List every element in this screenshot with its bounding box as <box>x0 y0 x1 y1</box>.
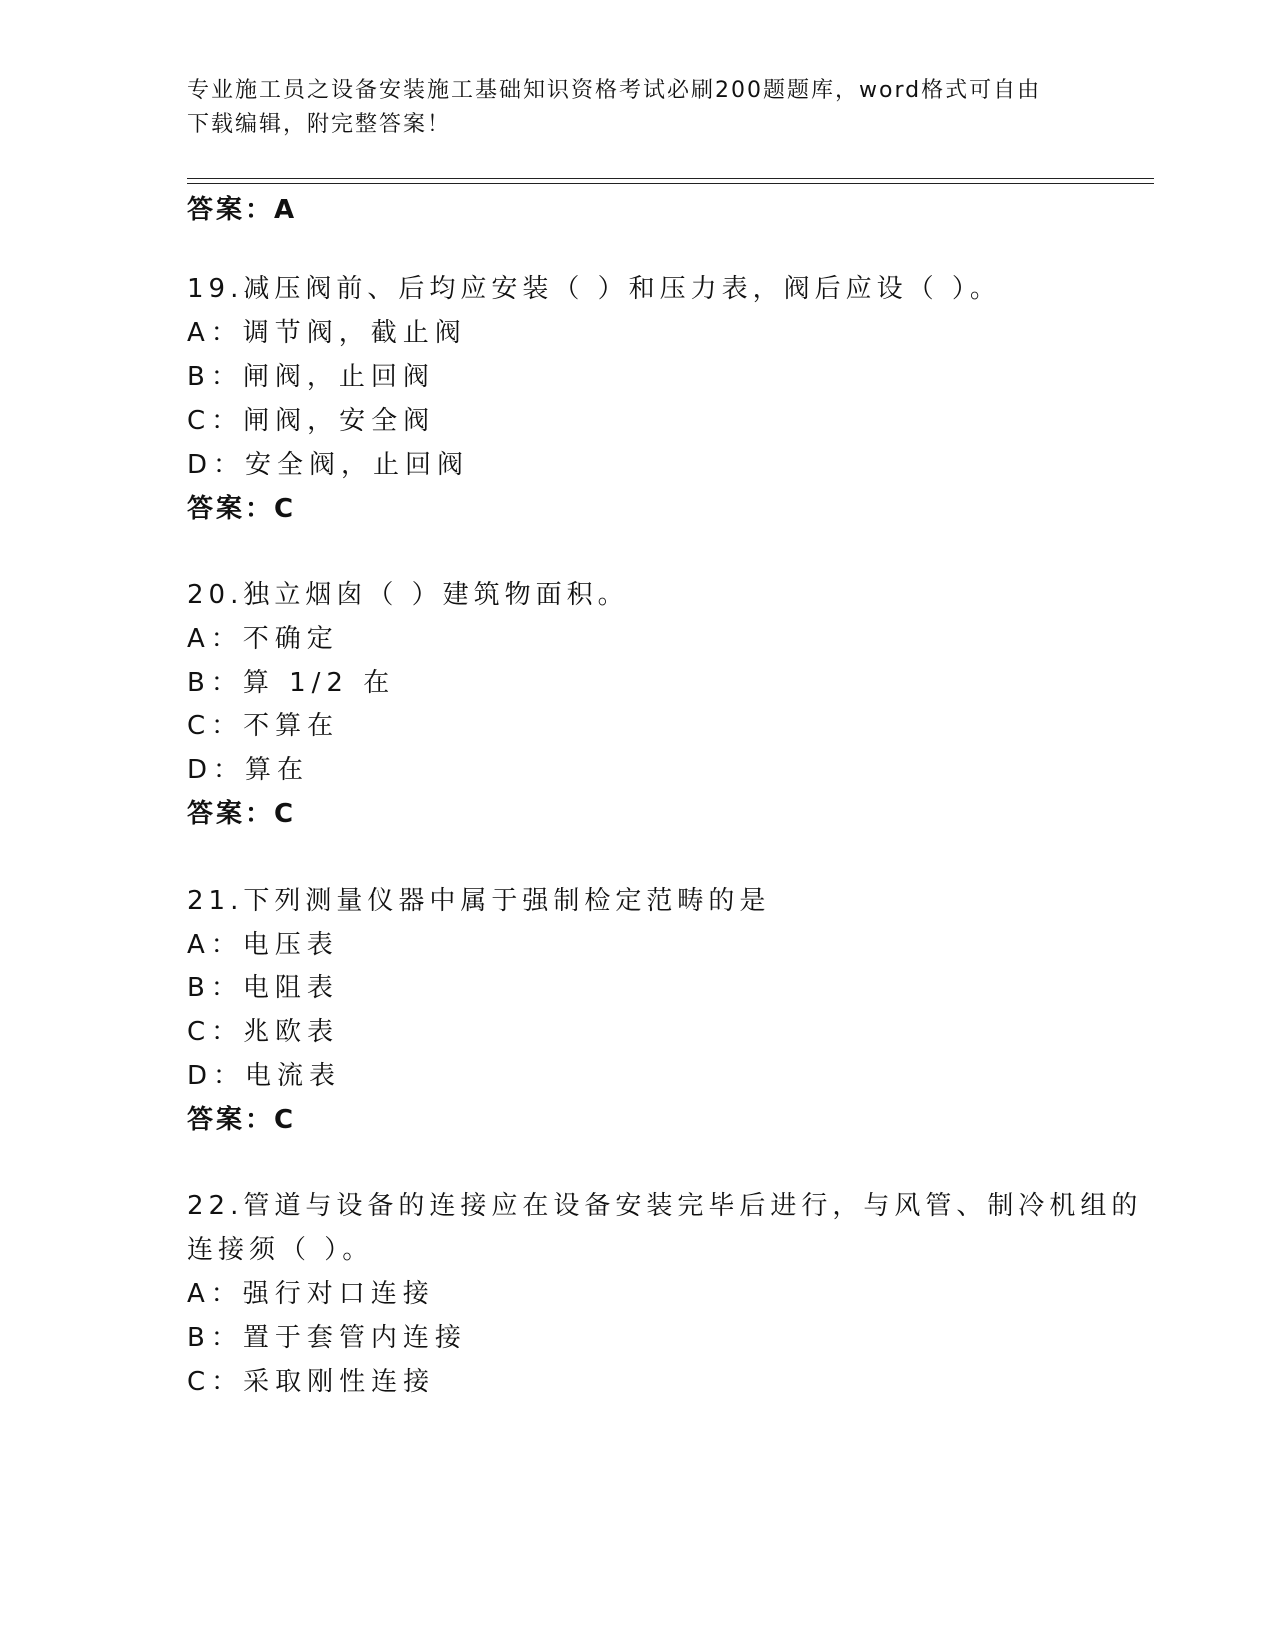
header-line-2: 下载编辑，附完整答案！ <box>187 112 452 137</box>
question-19-option-b: B：闸阀，止回阀 <box>187 362 435 392</box>
header-divider-top <box>187 178 1154 179</box>
question-19-text: 19.减压阀前、后均应安装（ ）和压力表，阀后应设（ ）。 <box>187 274 1001 304</box>
question-21-option-b: B：电阻表 <box>187 973 339 1003</box>
question-19-option-a: A：调节阀，截止阀 <box>187 318 467 348</box>
question-19-answer: 答案：C <box>187 494 297 524</box>
question-20-option-c: C：不算在 <box>187 711 340 741</box>
answer-previous: 答案：A <box>187 195 298 225</box>
question-20-option-a: A：不确定 <box>187 624 339 654</box>
question-21-text: 21.下列测量仪器中属于强制检定范畴的是 <box>187 886 771 916</box>
question-20-answer: 答案：C <box>187 799 297 829</box>
question-21-option-a: A：电压表 <box>187 930 339 960</box>
header-line-1: 专业施工员之设备安装施工基础知识资格考试必刷200题题库，word格式可自由 <box>187 78 1042 103</box>
question-22-option-a: A：强行对口连接 <box>187 1279 435 1309</box>
question-20-option-b: B：算 1/2 在 <box>187 668 396 698</box>
question-22-option-c: C：采取刚性连接 <box>187 1367 436 1397</box>
header-divider-bottom <box>187 183 1154 184</box>
question-20-option-d: D：算在 <box>187 755 310 785</box>
question-19-option-d: D：安全阀，止回阀 <box>187 450 470 480</box>
question-21-option-c: C：兆欧表 <box>187 1017 340 1047</box>
question-19-option-c: C：闸阀，安全阀 <box>187 406 436 436</box>
document-header <box>187 74 1067 142</box>
question-21-option-d: D：电流表 <box>187 1061 342 1091</box>
question-21-answer: 答案：C <box>187 1105 297 1135</box>
question-22-text-line-1: 22.管道与设备的连接应在设备安装完毕后进行，与风管、制冷机组的 <box>187 1191 1143 1221</box>
question-22-option-b: B：置于套管内连接 <box>187 1323 467 1353</box>
question-22-text-line-2: 连接须（ ）。 <box>187 1235 374 1265</box>
question-20-text: 20.独立烟囱（ ）建筑物面积。 <box>187 580 629 610</box>
